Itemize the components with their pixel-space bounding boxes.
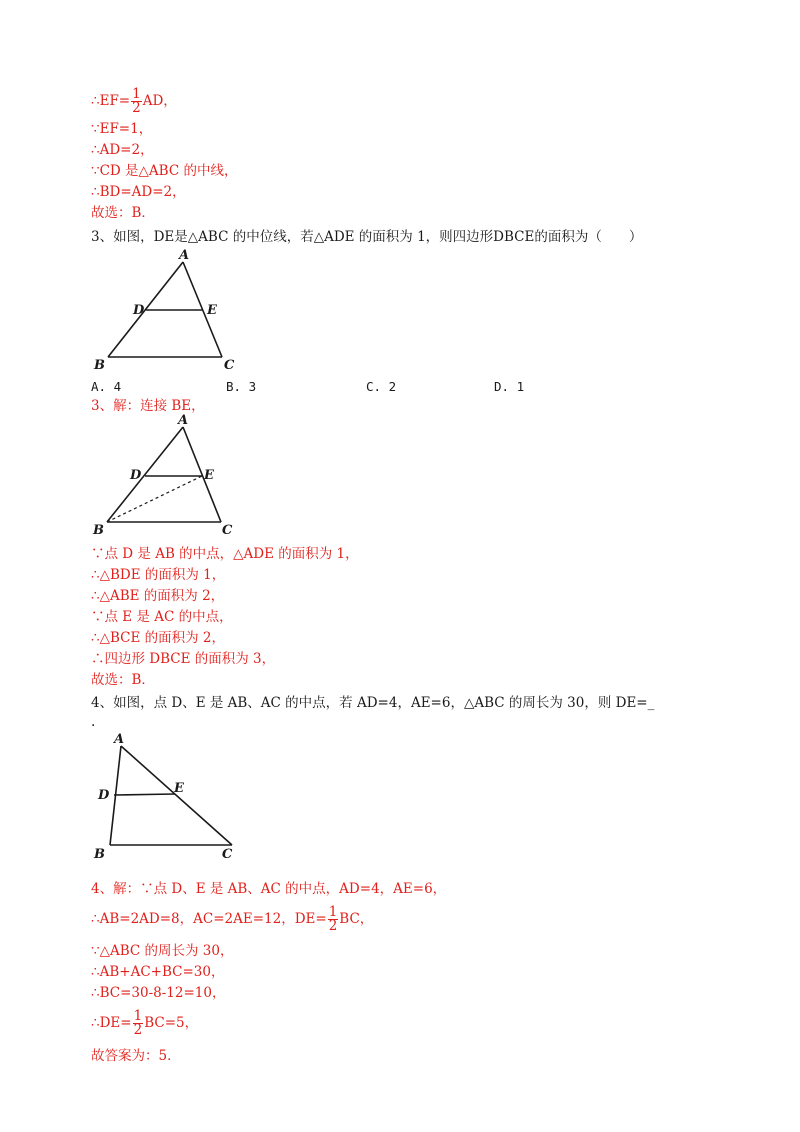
q3-option-b: B. 3 xyxy=(226,379,257,394)
s3-label-d: D xyxy=(130,468,142,483)
s4-l6-post: BC=5， xyxy=(144,1015,199,1031)
s3-line-4: ∴△ABE 的面积为 2， xyxy=(91,588,225,604)
q3-label-c: C xyxy=(224,358,235,373)
s3-label-a: A xyxy=(178,413,189,428)
q3-option-c: C. 2 xyxy=(366,379,397,394)
q4-label-d: D xyxy=(98,788,110,803)
s4-line-5: ∴BC=30-8-12=10， xyxy=(91,985,226,1001)
frac-den: 2 xyxy=(132,100,141,116)
frac-den: 2 xyxy=(133,1022,143,1038)
frac-den: 2 xyxy=(328,918,338,934)
s4-line-3: ∵△ABC 的周长为 30， xyxy=(91,943,234,959)
s4-l6-pre: ∴DE= xyxy=(91,1015,132,1031)
s3-line-2: ∵点 D 是 AB 的中点，△ADE 的面积为 1， xyxy=(91,546,359,562)
frac-num: 1 xyxy=(328,904,338,920)
s4-line-6 xyxy=(91,1010,198,1037)
prev-line-3: ∴AD=2， xyxy=(91,142,154,158)
q3-label-b: B xyxy=(94,358,105,373)
s3-label-e: E xyxy=(204,468,214,483)
fraction xyxy=(328,906,339,933)
q3-label-a: A xyxy=(179,248,190,263)
prev-line-6: 故选：B． xyxy=(91,205,155,221)
q4-label-c: C xyxy=(222,847,233,862)
s3-line-6: ∴△BCE 的面积为 2， xyxy=(91,630,225,646)
q4-label-e: E xyxy=(174,781,184,796)
s3-label-b: B xyxy=(93,523,104,538)
prev-line-5: ∴BD=AD=2， xyxy=(91,184,186,200)
s4-line-2 xyxy=(91,906,373,933)
s4-line-4: ∴AB+AC+BC=30， xyxy=(91,964,225,980)
s4-l2-post: BC， xyxy=(339,911,374,927)
fraction xyxy=(133,1010,144,1037)
s3-line-3: ∴△BDE 的面积为 1， xyxy=(91,567,226,583)
q4-question-line-2: . xyxy=(91,714,96,730)
q3-label-e: E xyxy=(207,303,217,318)
s4-l2-pre: ∴AB=2AD=8，AC=2AE=12，DE= xyxy=(91,911,327,927)
q4-label-a: A xyxy=(114,732,125,747)
frac-num: 1 xyxy=(132,86,141,102)
q3-question: 3、如图，DE是△ABC 的中位线，若△ADE 的面积为 1，则四边形DBCE的面积为（ ） xyxy=(91,229,643,245)
s3-label-c: C xyxy=(222,523,233,538)
s3-line-8: 故选：B． xyxy=(91,672,155,688)
prev-l1-pre: ∴EF= xyxy=(91,93,131,109)
q4-label-b: B xyxy=(94,847,105,862)
s4-line-7: 故答案为：5． xyxy=(91,1048,181,1064)
prev-line-2: ∵EF=1， xyxy=(91,121,153,137)
q4-question-line-1: 4、如图，点 D、E 是 AB、AC 的中点，若 AD=4，AE=6，△ABC 的周长为 30，则 DE=_ xyxy=(91,695,655,711)
s3-line-7: ∴四边形 DBCE 的面积为 3， xyxy=(91,651,276,667)
s4-line-1: 4、解：∵点 D、E 是 AB、AC 的中点，AD=4，AE=6， xyxy=(91,881,447,897)
prev-l1-post: AD， xyxy=(142,93,177,109)
s3-line-5: ∵点 E 是 AC 的中点， xyxy=(91,609,233,625)
q3-option-d: D. 1 xyxy=(494,379,525,394)
q3-label-d: D xyxy=(133,303,145,318)
frac-num: 1 xyxy=(133,1008,143,1024)
prev-line-4: ∵CD 是△ABC 的中线， xyxy=(91,163,238,179)
s3-line-1: 3、解：连接 BE， xyxy=(91,398,205,414)
q3-option-a: A. 4 xyxy=(91,379,122,394)
